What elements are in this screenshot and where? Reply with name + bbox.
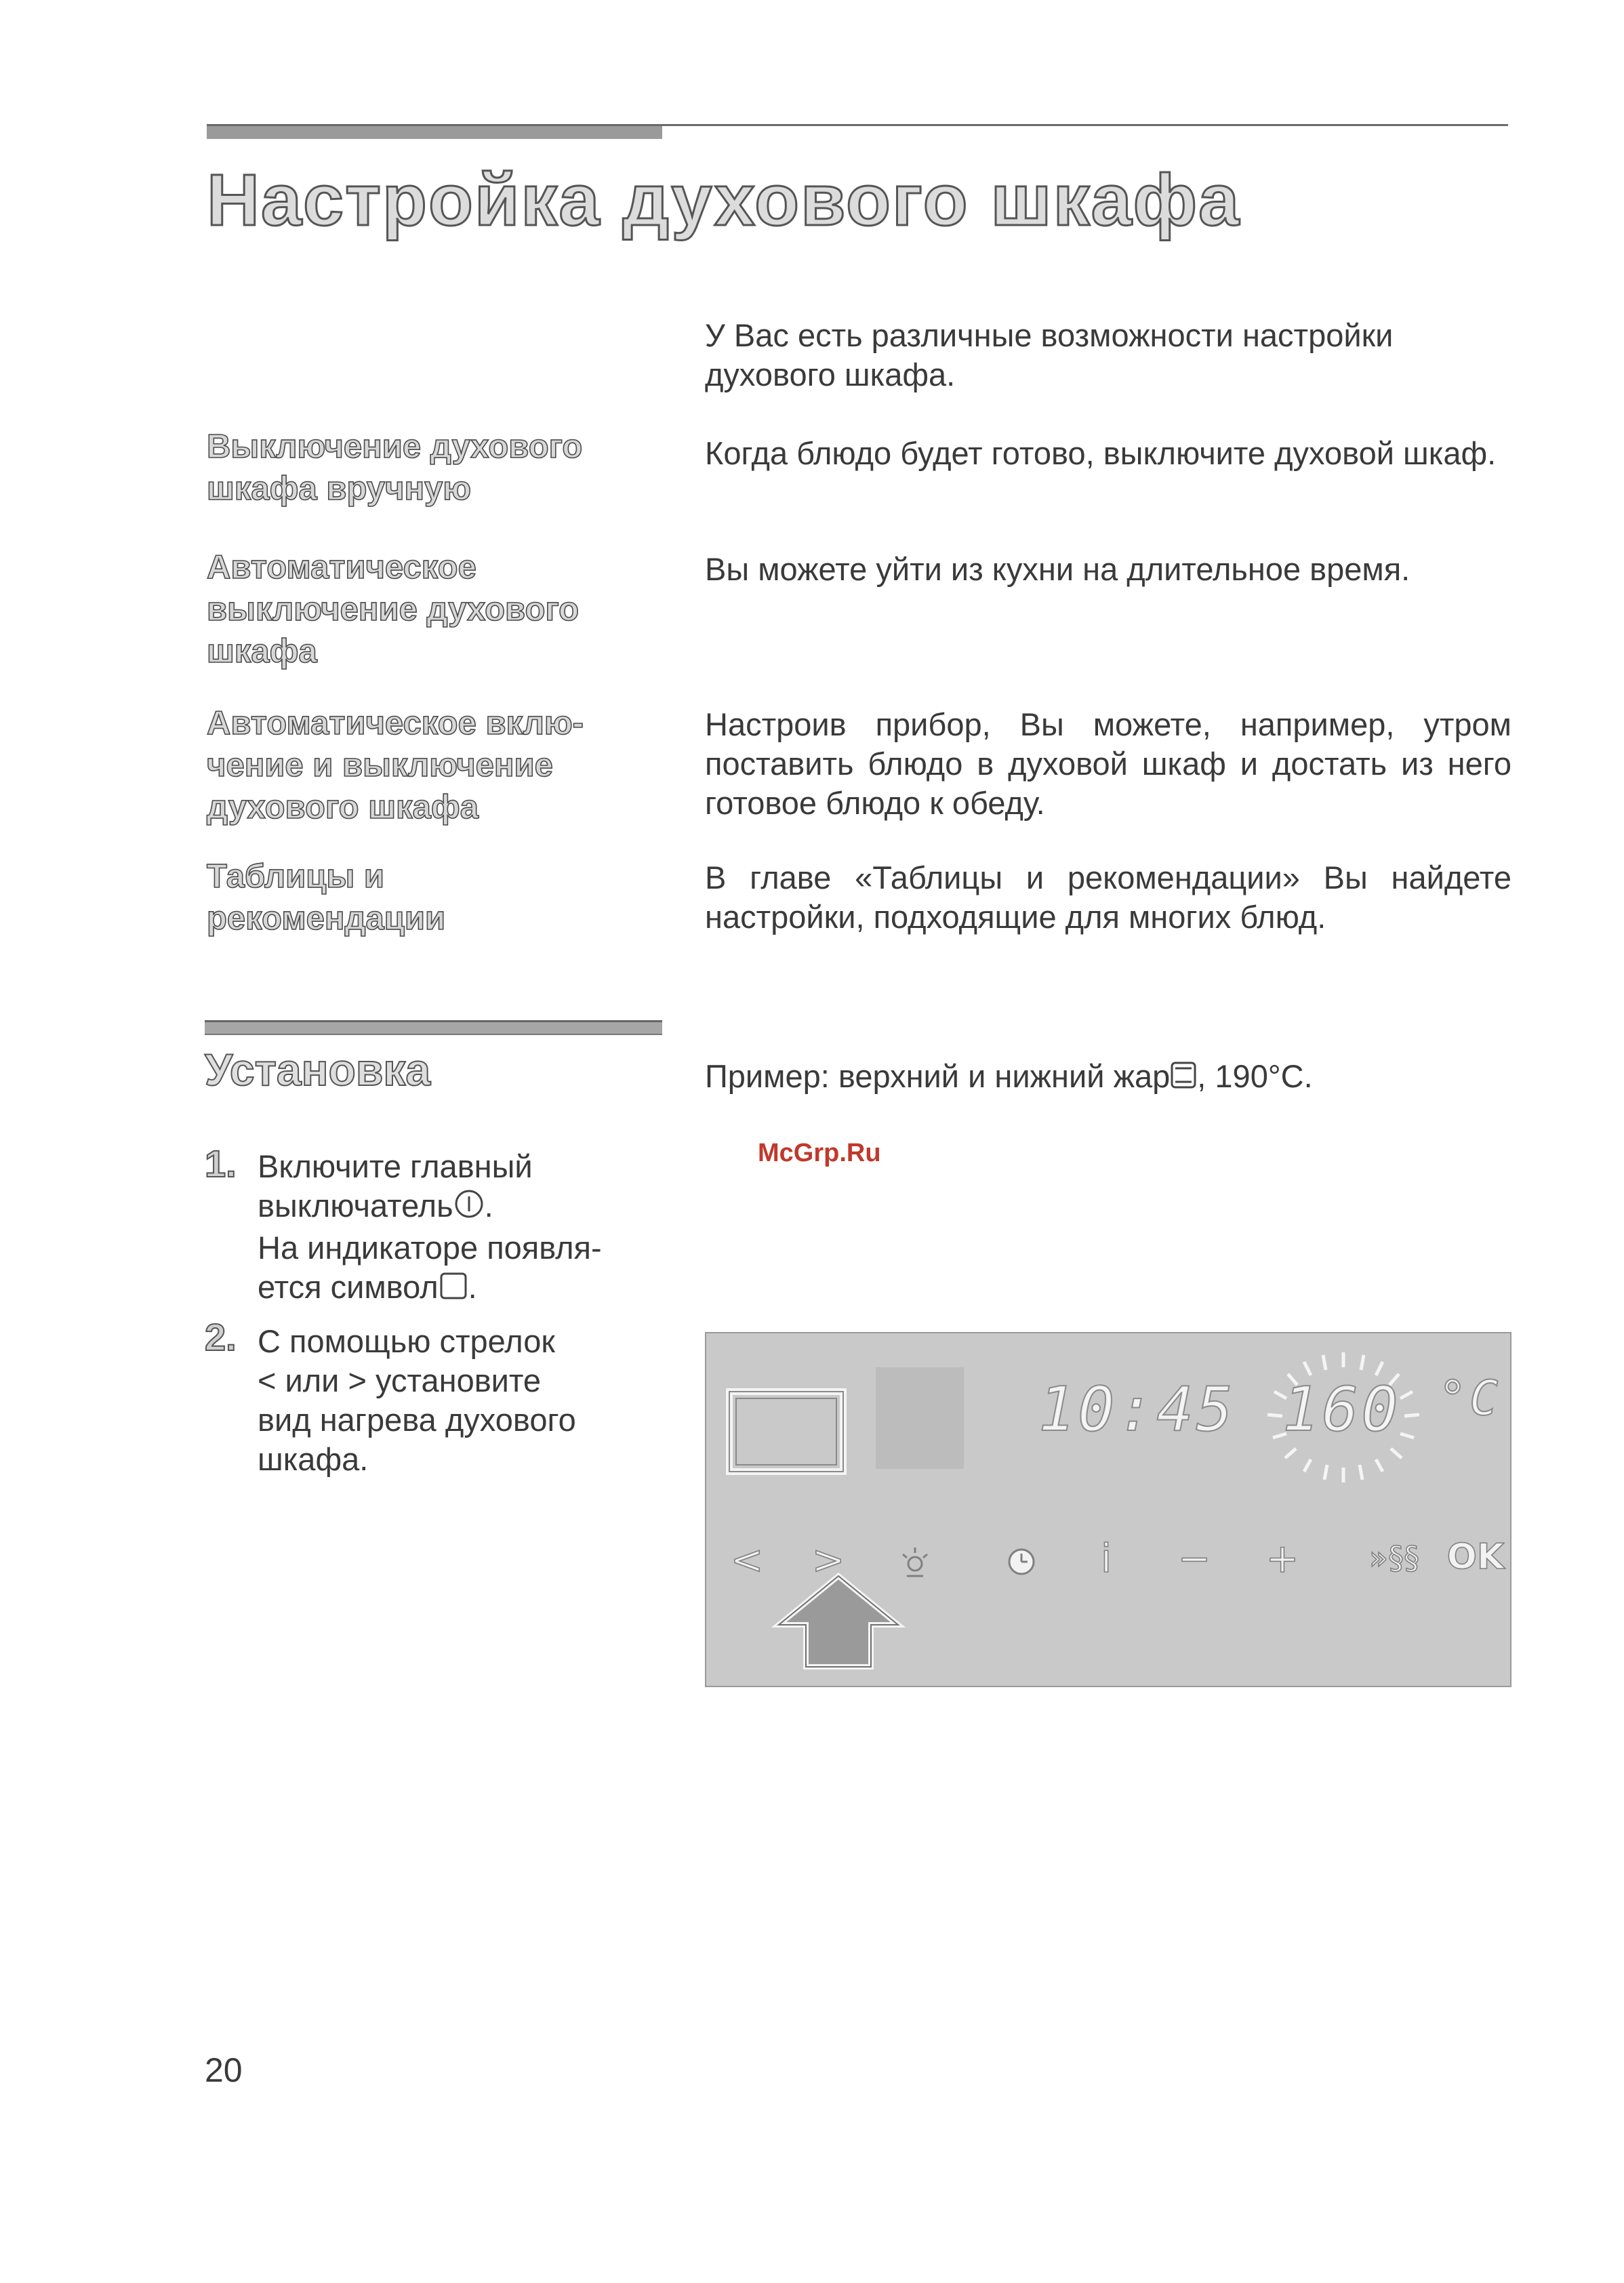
control-panel [705, 1332, 1511, 1687]
step-2-line-2: < или > установите [258, 1362, 542, 1398]
option-desc-auto-on-off: Настроив прибор, Вы можете, например, утром поставить блюдо в духовой шкаф и достать из него готовое блюдо к обеду. [705, 706, 1511, 821]
section-bar [205, 1020, 662, 1035]
option-label-auto-on-off: Автоматическое вклю-чение и выключение духового шкафа [207, 705, 584, 826]
clock-icon[interactable] [1004, 1545, 1038, 1582]
up-arrow-icon [771, 1571, 906, 1676]
page-number: 20 [205, 2051, 243, 2089]
ok-button[interactable]: OK [1446, 1537, 1505, 1577]
step-1-line-1: Включите главный [258, 1148, 533, 1184]
temperature-display: 160 [1282, 1374, 1401, 1445]
top-bottom-heat-icon [1170, 1060, 1197, 1097]
step-1-line-2: выключатель . [258, 1186, 678, 1228]
oven-window-icon [725, 1388, 847, 1479]
step-1-line-4: ется символ . [258, 1268, 678, 1310]
temperature-unit: °C [1438, 1371, 1501, 1426]
option-desc-auto-off: Вы можете уйти из кухни на длительное время. [705, 551, 1410, 587]
header-bar [207, 124, 662, 139]
step-number-2: 2. [205, 1316, 237, 1358]
plus-button[interactable]: + [1265, 1535, 1299, 1581]
step-number-1: 1. [205, 1142, 237, 1185]
step-2-line-4: шкафа. [258, 1441, 369, 1477]
step-text-2 [258, 1322, 678, 1479]
time-display: 10:45 [1038, 1374, 1236, 1445]
section-title: Установка [205, 1045, 431, 1095]
power-icon [453, 1188, 485, 1228]
step-text-1 [258, 1147, 678, 1310]
minus-button[interactable]: − [1177, 1535, 1211, 1581]
display-shade [876, 1367, 964, 1469]
option-label-manual-off: Выключение духового шкафа вручную [207, 428, 583, 507]
example-suffix: , 190°C. [1197, 1058, 1313, 1094]
option-desc-tables: В главе «Таблицы и рекомендации» Вы найдете настройки, подходящие для многих блюд. [705, 860, 1511, 935]
page-title: Настройка духового шкафа [207, 159, 1241, 241]
info-button[interactable]: i [1100, 1535, 1112, 1581]
step-2-line-1: С помощью стрелок [258, 1323, 555, 1359]
example-prefix: Пример: верхний и нижний жар [705, 1058, 1171, 1094]
option-label-auto-off: Автоматическое выключение духового шкафа [207, 549, 580, 670]
left-arrow-button[interactable]: < [730, 1537, 764, 1583]
intro-text: У Вас есть различные возможности настройки духового шкафа. [705, 317, 1394, 392]
option-desc-manual-off: Когда блюдо будет готово, выключите духовой шкаф. [705, 435, 1497, 471]
oven-symbol-icon [439, 1270, 468, 1310]
step-1-line-3: На индикаторе появля- [258, 1230, 602, 1266]
fast-heat-button[interactable]: »§§ [1368, 1539, 1420, 1576]
option-label-tables: Таблицы и рекомендации [207, 858, 446, 937]
right-arrow-button[interactable]: > [811, 1537, 845, 1583]
watermark: McGrp.Ru [758, 1139, 881, 1167]
example-text [705, 1057, 1313, 1097]
step-2-line-3: вид нагрева духового [258, 1402, 576, 1438]
